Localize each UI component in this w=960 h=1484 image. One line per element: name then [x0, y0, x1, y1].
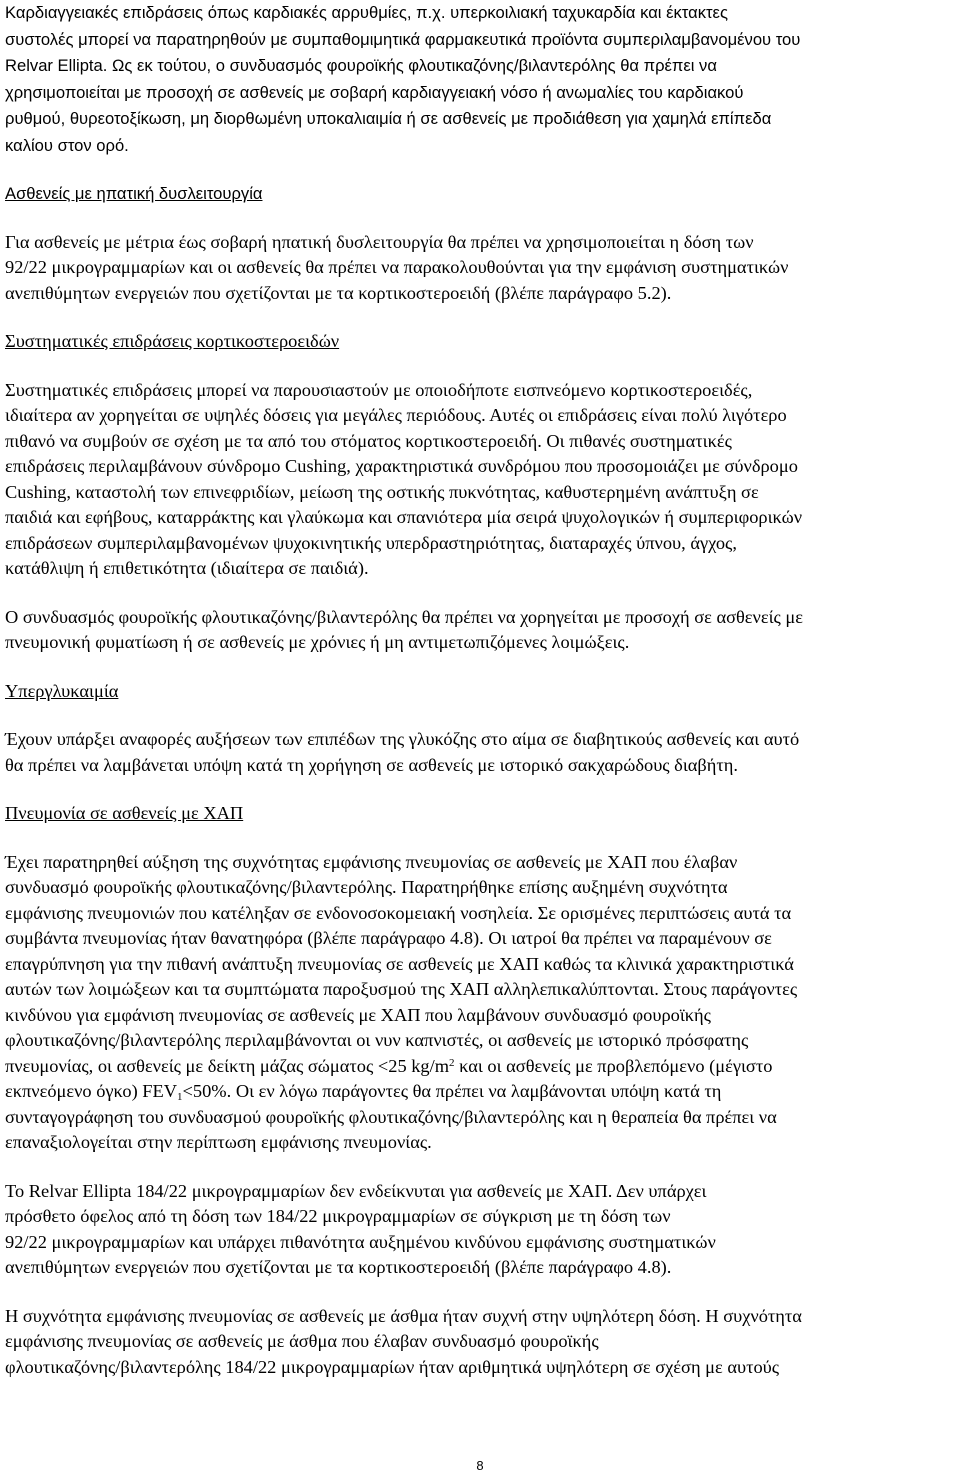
hepatic-paragraph [5, 230, 955, 307]
text-line: 92/22 μικρογραμμαρίων και υπάρχει πιθανότητα αυξημένου κινδύνου εμφάνισης συστηματικών [5, 1231, 716, 1252]
text-line: συστολές μπορεί να παρατηρηθούν με συμπαθομιμητικά φαρμακευτικά προϊόντα συμπεριλαμβανομένου του [5, 29, 801, 49]
hyperglycaemia-heading: Υπεργλυκαιμία [5, 680, 119, 701]
text-line: πιθανό να συμβούν σε σχέση με τα από του στόματος κορτικοστεροειδή. Οι πιθανές συστηματικές [5, 430, 732, 451]
text-line: φλουτικαζόνης/βιλαντερόλης περιλαμβάνονται οι νυν καπνιστές, οι ασθενείς με ιστορικό πρόσφατης [5, 1030, 749, 1050]
document-page [5, 0, 955, 1380]
text-span: και οι ασθενείς με προβλεπόμενο (μέγιστο [454, 1055, 773, 1076]
pneumonia-paragraph [5, 850, 955, 1156]
text-line [5, 1054, 955, 1080]
text-line: Το Relvar Ellipta 184/22 μικρογραμμαρίων δεν ενδείκνυται για ασθενείς με ΧΑΠ. Δεν υπάρχει [5, 1180, 707, 1201]
text-span: εκπνεόμενο όγκο) FEV [5, 1081, 178, 1101]
text-line: Η συχνότητα εμφάνισης πνευμονίας σε ασθενείς με άσθμα ήταν συχνή στην υψηλότερη δόση. Η συχνότητα [5, 1305, 802, 1326]
text-line: επιδράσεων συμπεριλαμβανομένων ψυχοκινητικής υπερδραστηριότητας, διαταραχές ύπνου, άγχος, [5, 532, 737, 553]
text-line: συνδυασμό φουροϊκής φλουτικαζόνης/βιλαντερόλης. Παρατηρήθηκε επίσης αυξημένη συχνότητα [5, 877, 728, 897]
text-line: Για ασθενείς με μέτρια έως σοβαρή ηπατική δυσλειτουργία θα πρέπει να χρησιμοποιείται η δόση των [5, 231, 754, 252]
text-line: φλουτικαζόνης/βιλαντερόλης 184/22 μικρογραμμαρίων ήταν αριθμητικά υψηλότερη σε σχέση με αυτούς [5, 1356, 780, 1377]
text-line [5, 1079, 955, 1105]
text-line: καλίου στον ορό. [5, 135, 129, 155]
text-line: ιδιαίτερα αν χορηγείται σε υψηλές δόσεις για μεγάλες περιόδους. Αυτές οι επιδράσεις είναι πολύ λιγότερο [5, 405, 787, 425]
systemic-heading: Συστηματικές επιδράσεις κορτικοστεροειδών [5, 331, 340, 351]
pneumonia-heading: Πνευμονία σε ασθενείς με ΧΑΠ [5, 803, 244, 823]
text-line: εμφάνισης πνευμονιών που κατέληξαν σε ενδονοσοκομειακή νοσηλεία. Σε ορισμένες περιπτώσεις αυτά τα [5, 902, 792, 923]
text-span: πνευμονίας, οι ασθενείς με δείκτη μάζας σώματος <25 kg/m [5, 1055, 450, 1076]
text-line: ανεπιθύμητων ενεργειών που σχετίζονται με τα κορτικοστεροειδή (βλέπε παράγραφο 4.8). [5, 1257, 672, 1277]
superscript: 2 [449, 1056, 455, 1069]
text-line: Έχει παρατηρηθεί αύξηση της συχνότητας εμφάνισης πνευμονίας σε ασθενείς με ΧΑΠ που έλαβαν [5, 851, 738, 872]
text-line: Έχουν υπάρξει αναφορές αυξήσεων των επιπέδων της γλυκόζης στο αίμα σε διαβητικούς ασθενείς και αυτό [5, 729, 800, 749]
text-line: πνευμονική φυματίωση ή σε ασθενείς με χρόνιες ή μη αντιμετωπιζόμενες λοιμώξεις. [5, 632, 630, 652]
page-number: 8 [476, 1458, 484, 1473]
text-line: συνταγογράφηση του συνδυασμού φουροϊκής φλουτικαζόνης/βιλαντερόλης και η θεραπεία θα πρέπει να [5, 1106, 777, 1127]
systemic-paragraph [5, 378, 955, 582]
text-line: κατάθλιψη ή επιθετικότητα (ιδιαίτερα σε παιδιά). [5, 558, 369, 578]
text-line: Συστηματικές επιδράσεις μπορεί να παρουσιαστούν με οποιοδήποτε εισπνεόμενο κορτικοστεροειδές, [5, 379, 753, 400]
asthma-paragraph [5, 1304, 955, 1381]
relvar184-paragraph [5, 1179, 955, 1281]
subscript: 1 [177, 1091, 183, 1103]
text-line: Ο συνδυασμός φουροϊκής φλουτικαζόνης/βιλαντερόλης θα πρέπει να χορηγείται με προσοχή σε ασθενείς με [5, 606, 803, 627]
tuberculosis-paragraph [5, 605, 955, 656]
text-line: ανεπιθύμητων ενεργειών που σχετίζονται με τα κορτικοστεροειδή (βλέπε παράγραφο 5.2). [5, 282, 672, 303]
text-line: Relvar Ellipta. Ως εκ τούτου, ο συνδυασμός φουροϊκής φλουτικαζόνης/βιλαντερόλης θα πρέπει να [5, 56, 717, 75]
text-line: πρόσθετο όφελος από τη δόση των 184/22 μικρογραμμαρίων σε σύγκριση με τη δόση των [5, 1206, 671, 1226]
text-line: παιδιά και εφήβους, καταρράκτης και γλαύκωμα και σπανιότερα μία σειρά ψυχολογικών ή συμπεριφορικών [5, 507, 803, 527]
hepatic-heading: Ασθενείς με ηπατική δυσλειτουργία [5, 184, 263, 203]
text-line: συμβάντα πνευμονίας ήταν θανατηφόρα (βλέπε παράγραφο 4.8). Οι ιατροί θα πρέπει να παραμένουν σε [5, 928, 772, 948]
text-line: Cushing, καταστολή των επινεφριδίων, μείωση της οστικής πυκνότητας, καθυστερημένη ανάπτυξη σε [5, 481, 759, 502]
text-line: επαναξιολογείται στην περίπτωση εμφάνισης πνευμονίας. [5, 1132, 432, 1152]
text-line: χρησιμοποιείται με προσοχή σε ασθενείς με σοβαρή καρδιαγγειακή νόσο ή ανωμαλίες του καρδιακού [5, 82, 744, 102]
intro-paragraph [5, 0, 955, 159]
text-line: θα πρέπει να λαμβάνεται υπόψη κατά τη χορήγηση σε ασθενείς με ιστορικό σακχαρώδους διαβήτη. [5, 754, 739, 775]
text-span: <50%. Οι εν λόγω παράγοντες θα πρέπει να λαμβάνονται υπόψη κατά τη [182, 1081, 722, 1101]
text-line: 92/22 μικρογραμμαρίων και οι ασθενείς θα πρέπει να παρακολουθούνται για την εμφάνιση συστηματικών [5, 257, 789, 277]
text-line: κινδύνου για εμφάνιση πνευμονίας σε ασθενείς με ΧΑΠ που λαμβάνουν συνδυασμό φουροϊκής [5, 1004, 711, 1025]
hyperglycaemia-paragraph [5, 727, 955, 778]
text-line: επιδράσεις περιλαμβάνουν σύνδρομο Cushing, χαρακτηριστικά συνδρόμου που προσομοιάζει με σύνδρομο [5, 456, 798, 476]
text-line: εμφάνισης πνευμονίας σε ασθενείς με άσθμα που έλαβαν συνδυασμό φουροϊκής [5, 1331, 599, 1351]
text-line: αυτών των λοιμώξεων και τα συμπτώματα παροξυσμού της ΧΑΠ αλληλεπικαλύπτονται. Στους παράγοντες [5, 979, 798, 999]
text-line: επαγρύπνηση για την πιθανή ανάπτυξη πνευμονίας σε ασθενείς με ΧΑΠ καθώς τα κλινικά χαρακτηριστικά [5, 953, 794, 974]
text-line: Καρδιαγγειακές επιδράσεις όπως καρδιακές αρρυθμίες, π.χ. υπερκοιλιακή ταχυκαρδία και έκτακτες [5, 3, 728, 22]
text-line: ρυθμού, θυρεοτοξίκωση, μη διορθωμένη υποκαλιαιμία ή σε ασθενείς με προδιάθεση για χαμηλά επίπεδα [5, 109, 772, 128]
